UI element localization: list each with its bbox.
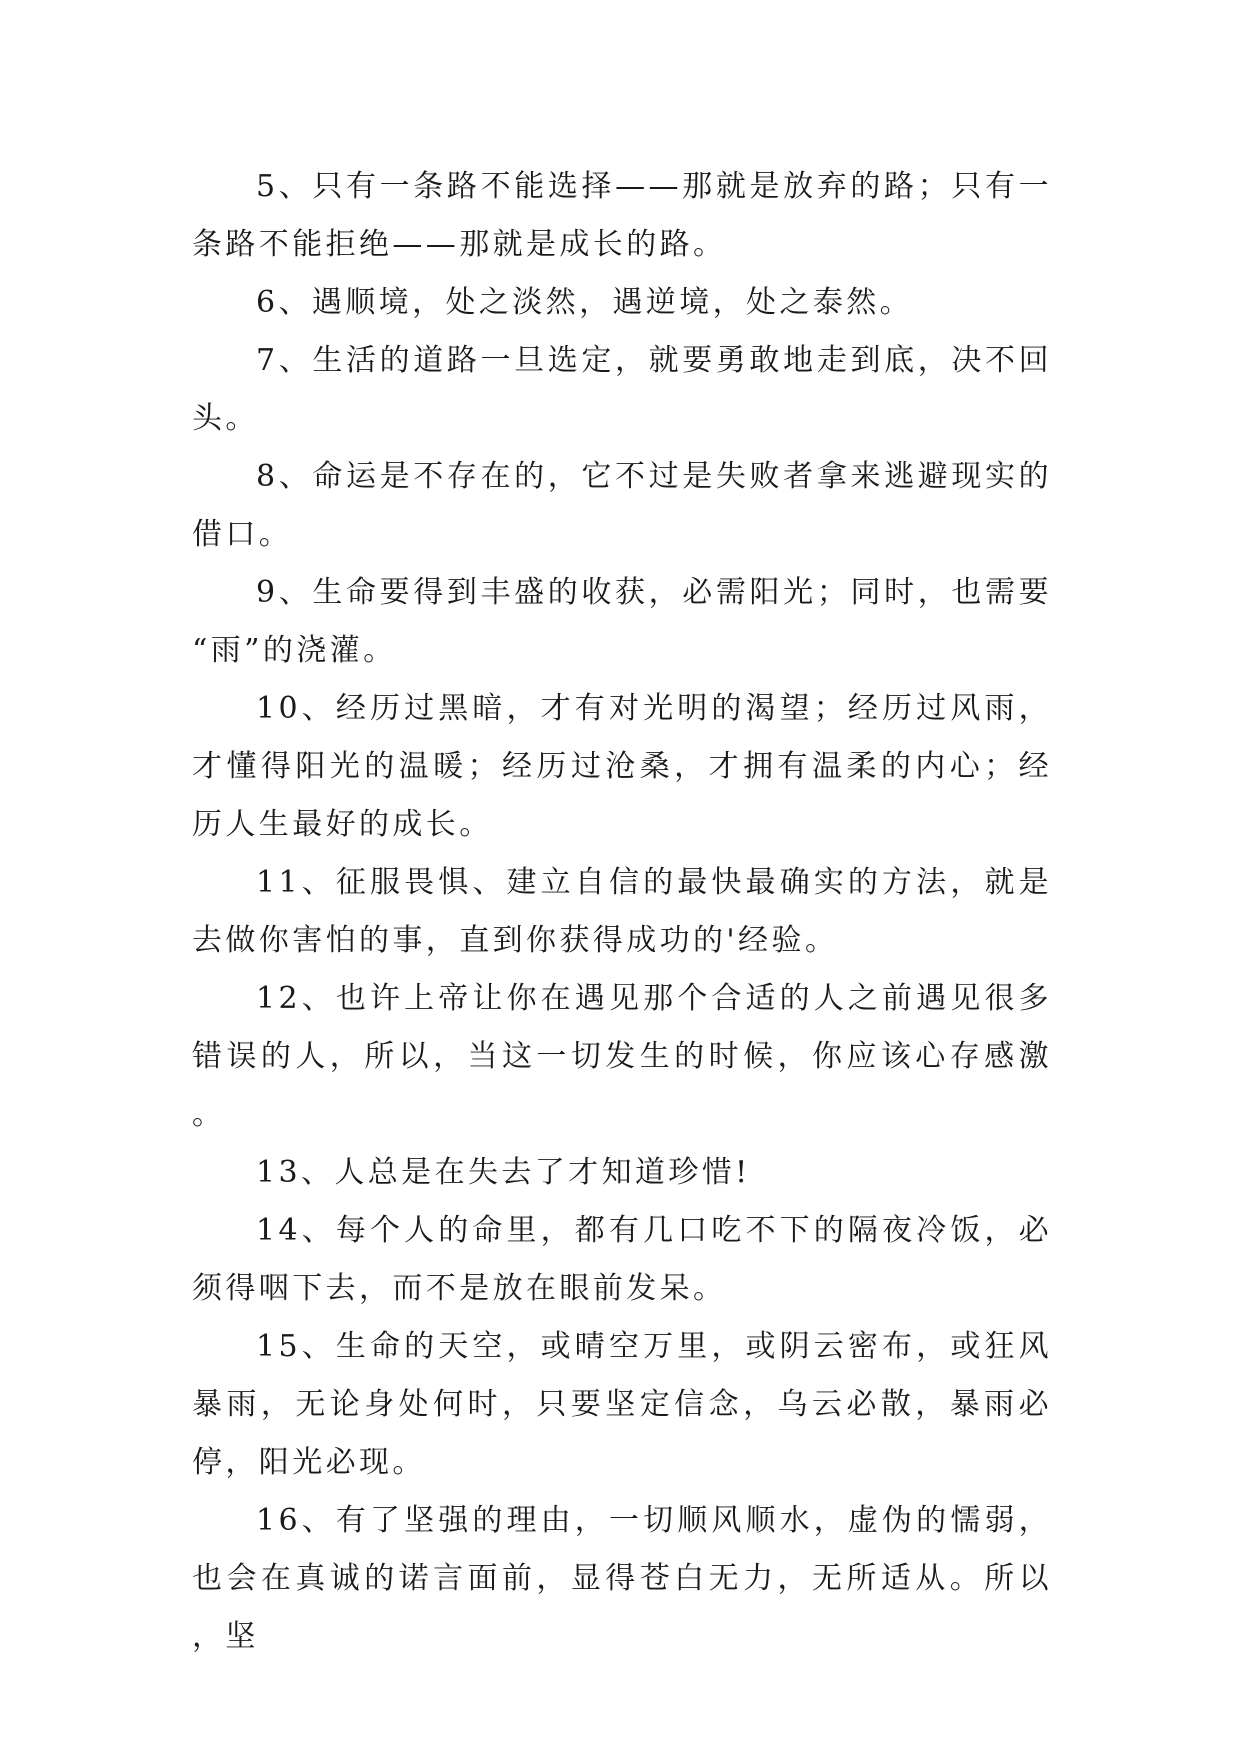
paragraph-6: 6、遇顺境，处之淡然，遇逆境，处之泰然。 xyxy=(256,285,914,320)
paragraph-9: 9、生命要得到丰盛的收获，必需阳光；同时，也需要“雨”的浇灌。 xyxy=(192,575,1052,668)
paragraph-12: 12、也许上帝让你在遇见那个合适的人之前遇见很多错误的人，所以，当这一切发生的时候，你应该心存感激。 xyxy=(192,981,1052,1132)
paragraph-7: 7、生活的道路一旦选定，就要勇敢地走到底，决不回头。 xyxy=(192,343,1052,436)
paragraph-13: 13、人总是在失去了才知道珍惜! xyxy=(256,1155,751,1190)
paragraph-14: 14、每个人的命里，都有几口吃不下的隔夜冷饭，必须得咽下去，而不是放在眼前发呆。 xyxy=(192,1213,1052,1306)
paragraph-10: 10、经历过黑暗，才有对光明的渴望；经历过风雨，才懂得阳光的温暖；经历过沧桑，才拥有温柔的内心；经历人生最好的成长。 xyxy=(192,691,1052,842)
paragraph-5: 5、只有一条路不能选择——那就是放弃的路；只有一条路不能拒绝——那就是成长的路。 xyxy=(192,169,1052,262)
paragraph-8: 8、命运是不存在的，它不过是失败者拿来逃避现实的借口。 xyxy=(192,459,1052,552)
paragraph-16: 16、有了坚强的理由，一切顺风顺水，虚伪的懦弱，也会在真诚的诺言面前，显得苍白无力，无所适从。所以，坚 xyxy=(192,1503,1052,1654)
paragraph-11: 11、征服畏惧、建立自信的最快最确实的方法，就是去做你害怕的事，直到你获得成功的'经验。 xyxy=(192,865,1052,958)
document-body xyxy=(192,158,1052,1666)
paragraph-15: 15、生命的天空，或晴空万里，或阴云密布，或狂风暴雨，无论身处何时，只要坚定信念，乌云必散，暴雨必停，阳光必现。 xyxy=(192,1329,1052,1480)
